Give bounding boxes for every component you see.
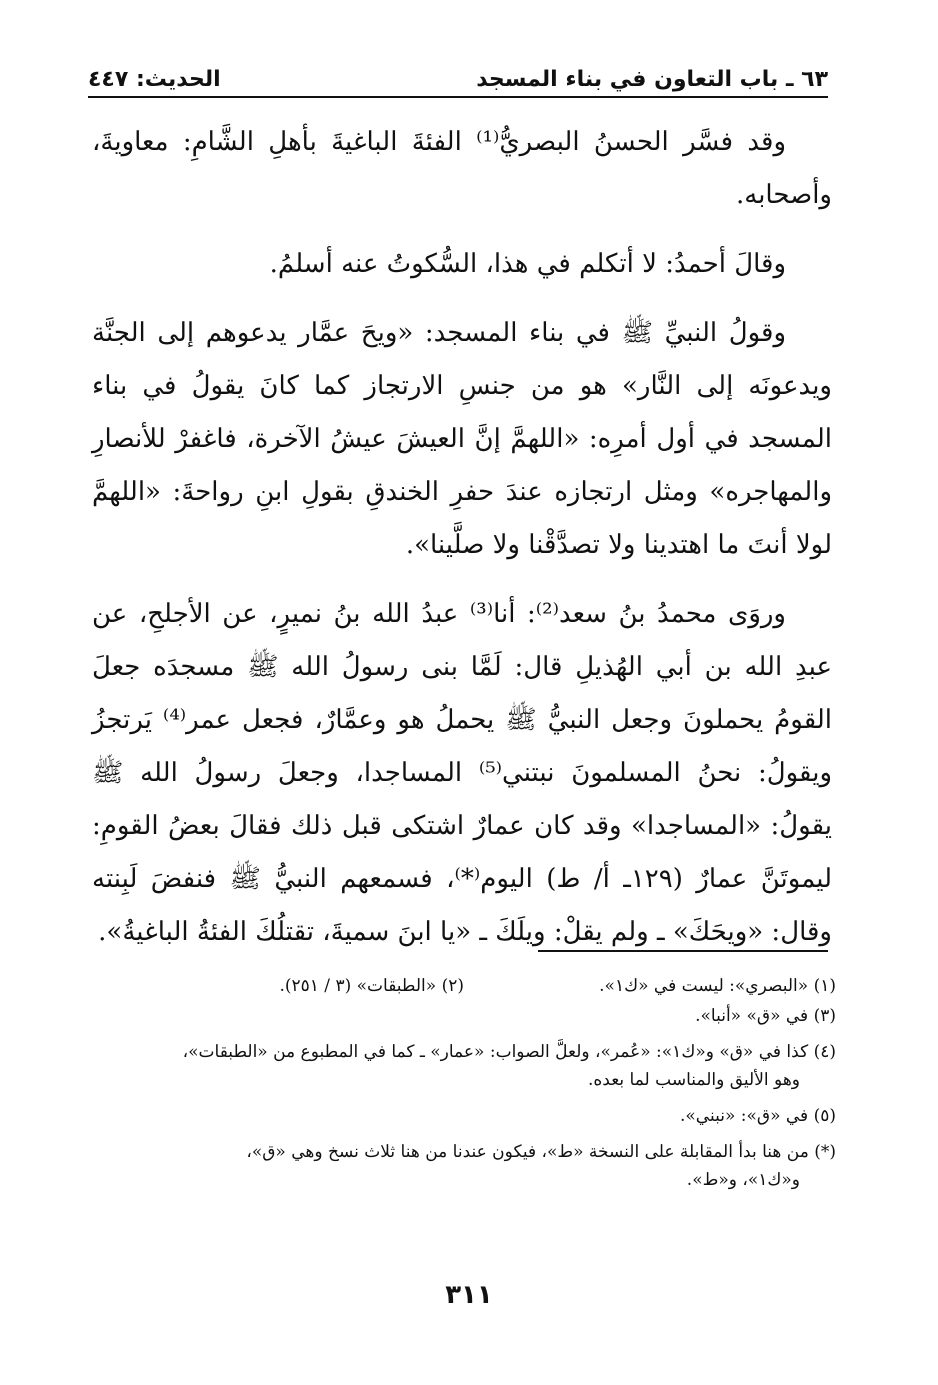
- paragraph: وقالَ أحمدُ: لا أتكلم في هذا، السُّكوتُ عنه أسلمُ.: [269, 249, 786, 279]
- footnote-star-text: (*) من هنا بدأ المقابلة على النسخة «ط»، فيكون عندنا من هنا ثلاث نسخ وهي «ق»،: [246, 1142, 836, 1162]
- footnote-row: [92, 972, 836, 1000]
- paragraph: وروَى محمدُ بنُ سعد⁽²⁾: أنا⁽³⁾ عبدُ الله بنُ نميرٍ، عن الأجلحِ، عن عبدِ الله بن أبي الهُذيلِ قال: لَمَّا بنى رسولُ الله ﷺ مسجدَه جعلَ القومُ يحملونَ وجعل النبيُّ ﷺ يحملُ هو وعمَّارٌ، فجعل عمر⁽⁴⁾ يَرتجزُ ويقولُ: نحنُ المسلمونَ نبتني⁽⁵⁾ المساجدا، وجعلَ رسولُ الله ﷺ يقولُ: «المساجدا» وقد كان عمارٌ اشتكى قبل ذلك فقالَ بعضُ القومِ: ليموتَنَّ عمارٌ (١٢٩ـ أ/ ط) اليوم⁽*⁾، فسمعهم النبيُّ ﷺ فنفضَ لَبِنته وقال: «ويحَكَ» ـ ولم يقلْ: ويلَكَ ـ «يا ابنَ سميةَ، تقتلُكَ الفئةُ الباغيةُ».: [92, 599, 833, 947]
- page-number: ٣١١: [445, 1280, 493, 1310]
- footnote-separator: [538, 950, 828, 952]
- footnotes: [92, 972, 836, 1202]
- footnote-4: [92, 1038, 836, 1094]
- footnote-4-continuation: وهو الأليق والمناسب لما بعده.: [587, 1070, 800, 1090]
- paragraph: وقد فسَّر الحسنُ البصريُّ⁽¹⁾ الفئةَ الباغيةَ بأهلِ الشَّامِ: معاويةَ، وأصحابه.: [92, 127, 832, 210]
- footnote-3: (٣) في «ق» «أنبا».: [695, 1006, 836, 1026]
- page-header: [88, 58, 828, 98]
- footnote-5: (٥) في «ق»: «نبني».: [679, 1106, 836, 1126]
- footnote-star-continuation: و«ك١»، و«ط».: [686, 1170, 800, 1190]
- footnote-4-text: (٤) كذا في «ق» و«ك١»: «عُمر»، ولعلَّ الصواب: «عمار» ـ كما في المطبوع من «الطبقات»،: [182, 1042, 836, 1062]
- footnote-2: (٢) «الطبقات» (٣ / ٢٥١).: [279, 976, 464, 996]
- footnote-star: [92, 1138, 836, 1194]
- footnote-1: (١) «البصري»: ليست في «ك١».: [599, 976, 836, 996]
- chapter-title: ٦٣ ـ باب التعاون في بناء المسجد: [476, 67, 828, 92]
- main-text: [92, 116, 832, 975]
- paragraph: وقولُ النبيِّ ﷺ في بناء المسجد: «ويحَ عمَّار يدعوهم إلى الجنَّة ويدعونَه إلى النَّار» هو من جنسِ الارتجاز كما كانَ يقولُ في بناء المسجد في أول أمرِه: «اللهمَّ إنَّ العيشَ عيشُ الآخرة، فاغفرْ للأنصارِ والمهاجره» ومثل ارتجازه عندَ حفرِ الخندقِ بقولِ ابنِ رواحةَ: «اللهمَّ لولا أنتَ ما اهتدينا ولا تصدَّقْنا ولا صلَّينا».: [92, 318, 832, 560]
- hadith-number: الحديث: ٤٤٧: [88, 67, 221, 92]
